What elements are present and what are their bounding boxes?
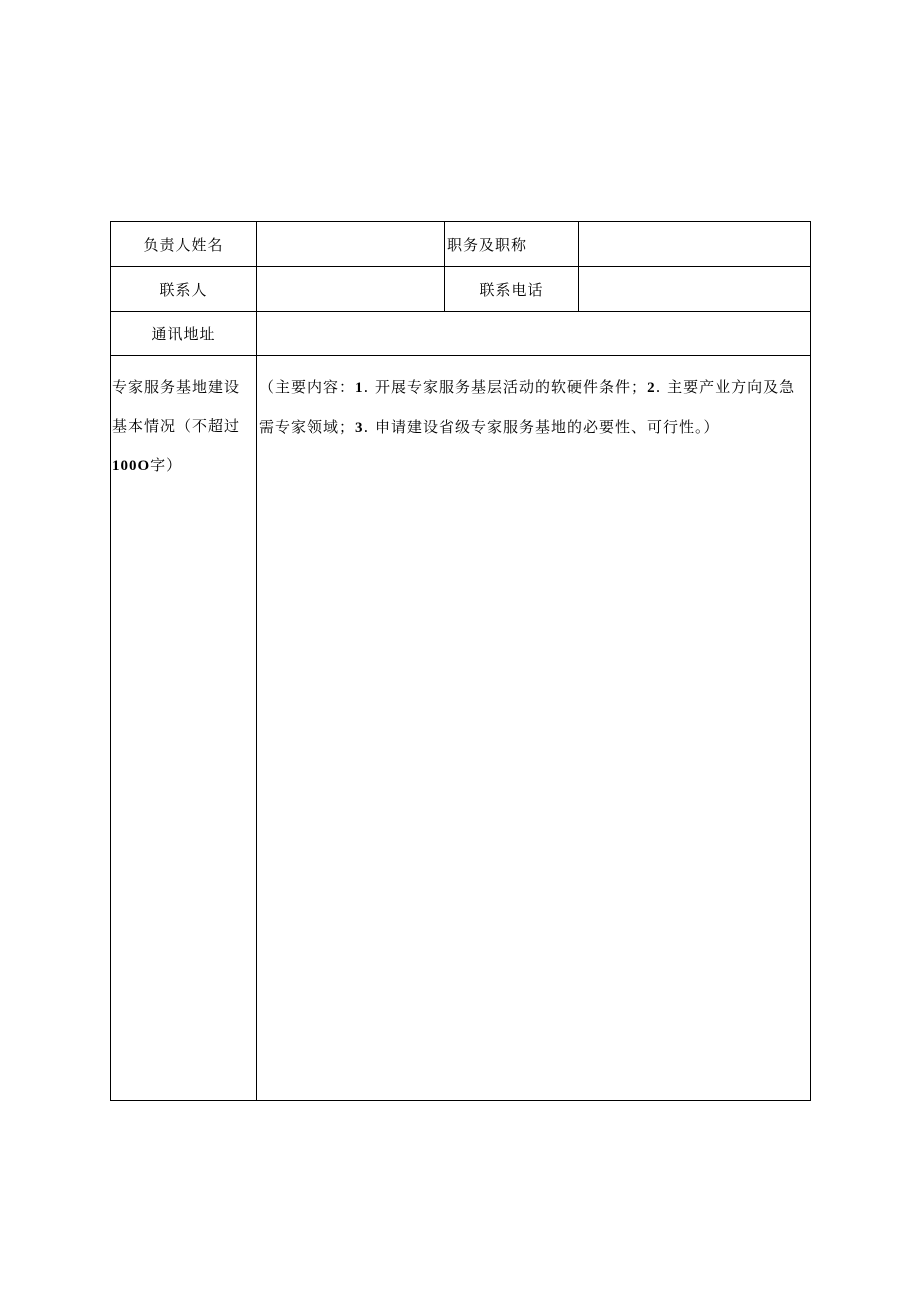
note-num-2: 2 bbox=[647, 380, 656, 396]
label-leader-name: 负责人姓名 bbox=[111, 222, 257, 267]
label-base-info-limit: 100O bbox=[112, 458, 151, 474]
label-contact-person: 联系人 bbox=[111, 267, 257, 312]
note-item-2: . 主要产业方向及急需专家领域； bbox=[259, 378, 796, 436]
field-address[interactable] bbox=[257, 312, 811, 356]
note-open: （主要内容： bbox=[259, 378, 356, 396]
field-position-title[interactable] bbox=[579, 222, 811, 267]
field-base-info[interactable] bbox=[257, 356, 811, 1101]
row-contact bbox=[111, 267, 811, 312]
note-item-1: . 开展专家服务基层活动的软硬件条件； bbox=[363, 378, 648, 396]
row-base-info bbox=[111, 356, 811, 1101]
row-address bbox=[111, 312, 811, 356]
note-num-1: 1 bbox=[355, 380, 364, 396]
label-base-info-text: 专家服务基地建设基本情况（不超过 bbox=[112, 378, 241, 435]
note-item-3: . 申请建设省级专家服务基地的必要性、可行性。） bbox=[363, 418, 720, 436]
field-contact-person[interactable] bbox=[257, 267, 445, 312]
field-leader-name[interactable] bbox=[257, 222, 445, 267]
label-base-info-suffix: 字） bbox=[150, 456, 183, 474]
label-address: 通讯地址 bbox=[111, 312, 257, 356]
note-num-3: 3 bbox=[355, 420, 364, 436]
field-contact-phone[interactable] bbox=[579, 267, 811, 312]
label-contact-phone: 联系电话 bbox=[445, 267, 579, 312]
label-base-info bbox=[111, 356, 257, 1101]
application-form-table bbox=[110, 221, 811, 1101]
row-leader bbox=[111, 222, 811, 267]
label-position-title: 职务及职称 bbox=[445, 222, 579, 267]
